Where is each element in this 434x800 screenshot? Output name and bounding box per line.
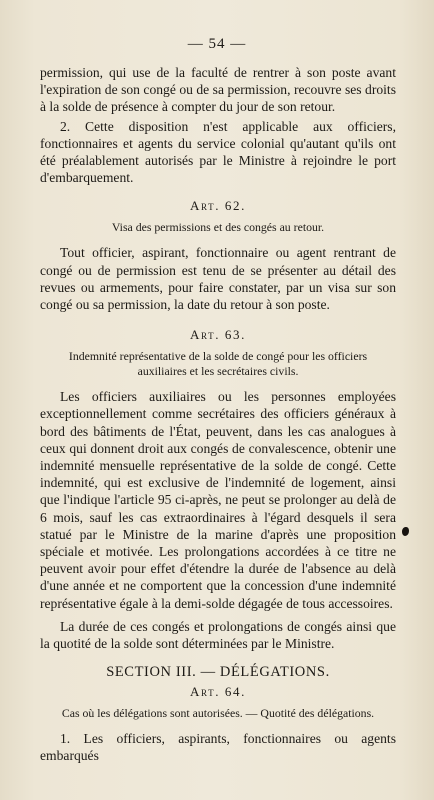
page-content: [40, 64, 396, 765]
article-63-paragraph-2: La durée de ces congés et prolongations de congés ainsi que la quotité de la solde sont déterminées par le Ministre.: [40, 618, 396, 652]
article-63-number: Art. 63.: [190, 327, 246, 343]
page-number: — 54 —: [187, 36, 247, 52]
article-63-heading: Indemnité représentative de la solde de congé pour les officiers auxiliaires et les secrétaires civils.: [68, 349, 368, 379]
article-64-number: Art. 64.: [190, 684, 246, 700]
article-62-paragraph: Tout officier, aspirant, fonctionnaire ou agent rentrant de congé ou de permission est tenu de se présenter au détail des revues ou armements, pour faire constater, par un visa sur son congé ou sa permission, la date du retour à son poste.: [40, 245, 396, 313]
article-63-paragraph: Les officiers auxiliaires ou les personnes employées exceptionnellement comme secrétaires des officiers généraux à bord des bâtiments de l'État, peuvent, dans les cas analogues à ceux qui donnent droit aux congés de convalescence, obtenir une indemnité mensuelle représentative de la solde de congé. Cette indemnité, qui est exclusive de l'indemnité de logement, ainsi que l'indique l'article 95 ci-après, ne peut se prolonger au delà de 6 mois, sauf les cas extraordinaires à l'égard desquels il sera statué par le Ministre de la marine d'après une proposition spéciale et motivée. Les prolongations accordées à ce titre ne peuvent avoir pour effet d'étendre la durée de l'absence au delà d'une année et ne comportent que la concession d'une indemnité représentative égale à la demi-solde dégagée de tous accessoires.: [40, 389, 396, 611]
ink-blot: [402, 527, 409, 536]
article-62-number: Art. 62.: [190, 198, 246, 214]
article-64-heading: Cas où les délégations sont autorisées. — Quotité des délégations.: [61, 706, 375, 721]
section-heading: SECTION III. — DÉLÉGATIONS.: [106, 664, 330, 681]
article-64-paragraph: 1. Les officiers, aspirants, fonctionnaires ou agents embarqués: [40, 731, 396, 764]
article-62-heading: Visa des permissions et des congés au retour.: [111, 220, 325, 235]
paragraph-continuation: permission, qui use de la faculté de rentrer à son poste avant l'expiration de son congé ou de sa permission, recouvre ses droits à la solde de présence à compter du jour de son retour.: [40, 65, 396, 115]
paragraph-2: 2. Cette disposition n'est applicable aux officiers, fonctionnaires et agents du service colonial qu'autant qu'ils ont été préalablement autorisés par le Ministre à rejoindre le port d'embarquement.: [40, 118, 396, 186]
